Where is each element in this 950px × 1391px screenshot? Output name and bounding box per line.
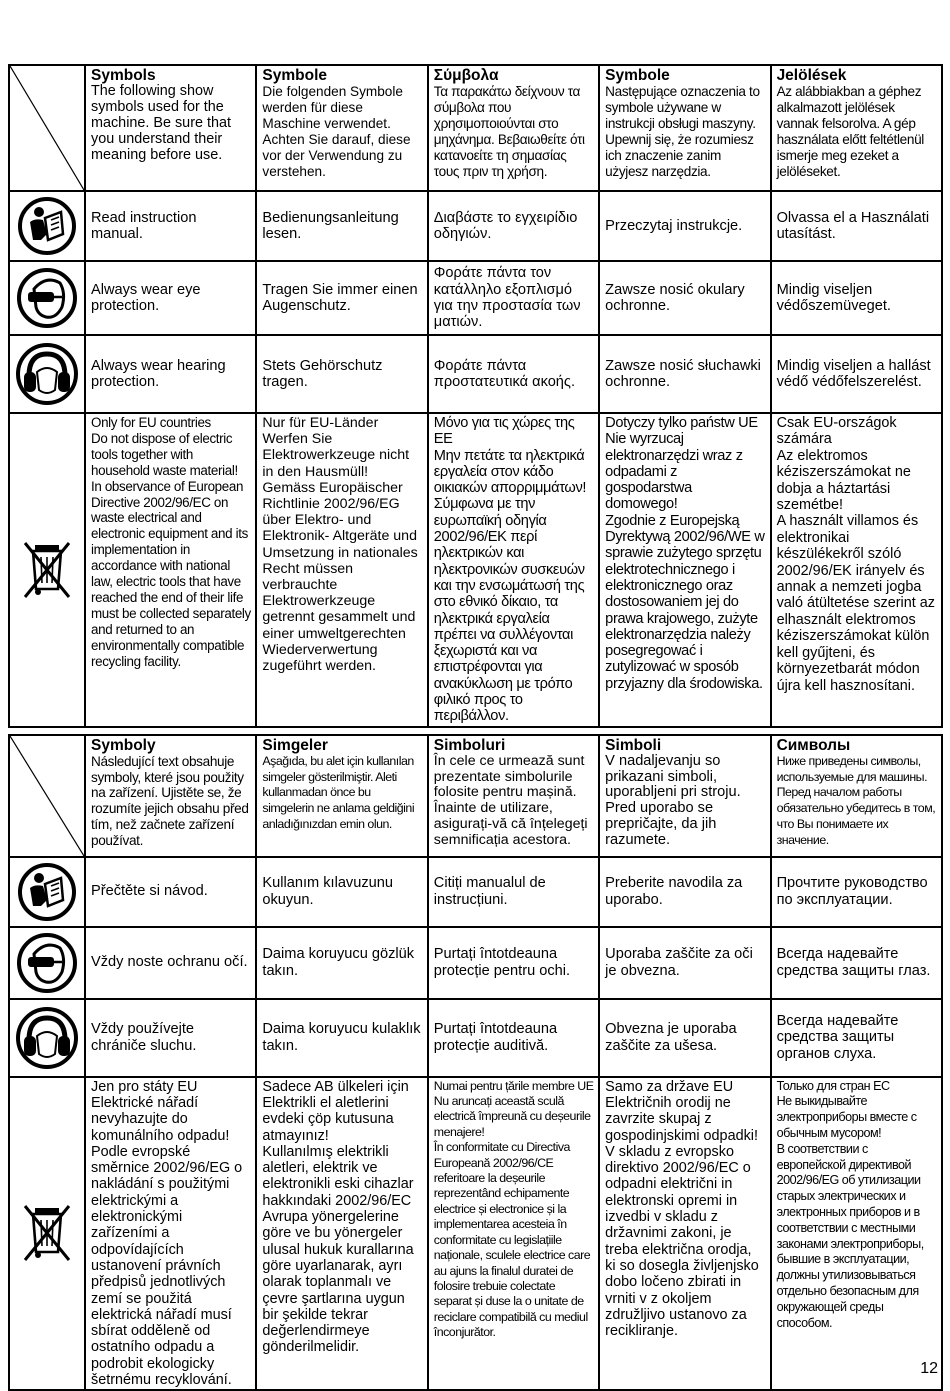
header-sl <box>599 735 770 857</box>
cell-text: Csak EU-országok számára Az elektromos kéziszerszámokat ne dobja a háztartási szemétbe! A használt villamos és elektronikai készülékekről szóló 2002/96/EK irányelv és annak a nemzeti jogba való átültetése szerint az elhasznált elektromos kéziszerszámokat külön kell gyűjteni, és környezetbarát módon újra kell hasznosítani. <box>771 413 942 727</box>
cell-text: Purtați întotdeauna protecție pentru ochi. <box>428 927 599 999</box>
cell-text: Purtați întotdeauna protecție auditivă. <box>428 999 599 1077</box>
eye-icon-cell <box>9 927 85 999</box>
header-text: În cele ce urmează sunt prezentate simbolurile folosite pentru mașină. Înainte de utilizare, asigurați-vă că înțelegeți semnificația acestora. <box>433 752 588 849</box>
cell-text: Sadece AB ülkeleri için Elektrikli el aletlerini evdeki çöp kutusuna atmayınız! Kullanılmış elektrikli aletleri, elektrik ve elektronikli eski cihazlar hakkındaki 2002/96/EC Avrupa yönergelerine göre ve bu yönergeler ulusal hukuk kurallarına göre uyarlanarak, ayrı olarak toplanmalı ve çevre şartlarına uygun bir şekilde tekrar değerlendirmeye gönderilmelidir. <box>256 1077 427 1391</box>
crossed-out-bin-icon <box>21 537 73 603</box>
cell-text: Preberite navodila za uporabo. <box>599 857 770 927</box>
manual-icon-cell <box>9 857 85 927</box>
header-title: Символы <box>776 736 851 754</box>
cell-text: Dotyczy tylko państw UE Nie wyrzucaj elektronarzędzi wraz z odpadami z gospodarstwa domowego! Zgodnie z Europejską Dyrektywą 2002/96/WE w sprawie zużytego sprzętu elektrotechnicznego i elektronicznego oraz dostosowaniem jej do prawa krajowego, zużyte elektronarzędzia należy posegregować i zutylizować w sposób przyjazny dla środowiska. <box>599 413 770 727</box>
manual-icon-cell <box>9 191 85 261</box>
crossed-out-bin-icon <box>21 1200 73 1266</box>
weee-icon-cell <box>9 413 85 727</box>
header-title: Simboluri <box>433 736 506 754</box>
header-text: V nadaljevanju so prikazani simboli, uporabljeni pri stroju. Pred uporabo se prepričajte, da jih razumete. <box>605 752 741 849</box>
header-en <box>85 65 256 191</box>
weee-row <box>9 413 942 727</box>
cell-text: Uporaba zaščite za oči je obvezna. <box>599 927 770 999</box>
header-text: Τα παρακάτω δείχνουν τα σύμβολα που χρησιμοποιούνται στο μηχάνημα. Βεβαιωθείτε ότι κατανοείτε τη σημασίας τους πριν τη χρήση. <box>433 84 585 179</box>
cell-text: Only for EU countries Do not dispose of electric tools together with household waste material! In observance of European Directive 2002/96/EC on waste electrical and electronic equipment and its implementation in accordance with national law, electric tools that have reached the end of their life must be collected separately and returned to an environmentally compatible recycling facility. <box>85 413 256 727</box>
header-ru <box>771 735 942 857</box>
header-title: Jelölések <box>776 67 847 84</box>
header-title: Symboly <box>91 736 156 754</box>
header-row <box>9 735 942 857</box>
cell-text: Read instruction manual. <box>85 191 256 261</box>
cell-text: Nur für EU-Länder Werfen Sie Elektrowerkzeuge nicht in den Hausmüll! Gemäss Europäischer Richtlinie 2002/96/EG über Elektro- und Elektronik- Altgeräte und Umsetzung in nationales Recht müssen verbrauchte Elektrowerkzeuge getrennt gesammelt und einer umweltgerechten Wiederverwertung zugeführt werden. <box>256 413 427 727</box>
header-text: The following show symbols used for the machine. Be sure that you understand their meaning before use. <box>91 83 231 163</box>
cell-text: Always wear eye protection. <box>85 261 256 335</box>
header-tr <box>256 735 427 857</box>
diagonal-cell <box>9 735 85 857</box>
read-manual-icon <box>17 862 77 922</box>
cell-text: Mindig viseljen a hallást védő védőfelszerelést. <box>771 335 942 413</box>
cell-text: Только для стран ЕС Не выкидывайте электроприборы вместе с обычным мусором! В соответствии с европейской директивой 2002/96/EG об утилизации старых электрических и электронных приборов и в соответствии с местными законами электроприборы, бывшие в эксплуатации, должны утилизовываться отдельно безопасным для окружающей среды способом. <box>771 1077 942 1391</box>
cell-text: Всегда надевайте средства защиты органов слуха. <box>771 999 942 1077</box>
cell-text: Bedienungsanleitung lesen. <box>256 191 427 261</box>
cell-text: Φοράτε πάντα τον κατάλληλο εξοπλισμό για την προστασία των ματιών. <box>428 261 599 335</box>
header-title: Symbole <box>262 67 327 84</box>
eye-protection-icon <box>16 932 78 994</box>
cell-text: Olvassa el a Használati utasítást. <box>771 191 942 261</box>
cell-text: Numai pentru țările membre UE Nu aruncați această sculă electrică împreună cu deșeurile menajere! În conformitate cu Directiva Europeană 2002/96/CE referitoare la deșeurile reprezentând echipamente electrice și electronice și la implementarea acesteia în conformitate cu legislațiile naționale, sculele electrice care au ajuns la finalul duratei de folosire trebuie colectate separat și duse la o unitate de reciclare compatibilă cu mediul înconjurător. <box>428 1077 599 1391</box>
cell-text: Przeczytaj instrukcje. <box>599 191 770 261</box>
header-title: Symbole <box>605 67 670 84</box>
header-title: Simgeler <box>262 736 328 754</box>
eye-row <box>9 261 942 335</box>
header-text: Następujące oznaczenia to symbole używane w instrukcji obsługi maszyny. Upewnij się, że rozumiesz ich znaczenie zanim użyjesz narzędzia. <box>605 84 760 179</box>
header-ro <box>428 735 599 857</box>
header-title: Σύμβολα <box>433 67 499 84</box>
cell-text: Mindig viseljen védőszemüveget. <box>771 261 942 335</box>
cell-text: Always wear hearing protection. <box>85 335 256 413</box>
header-hu <box>771 65 942 191</box>
manual-row <box>9 857 942 927</box>
header-pl <box>599 65 770 191</box>
header-text: Die folgenden Symbole werden für diese Maschine verwendet. Achten Sie darauf, diese vor der Verwendung zu verstehen. <box>262 84 411 179</box>
cell-text: Zawsze nosić okulary ochronne. <box>599 261 770 335</box>
cell-text: Daima koruyucu kulaklık takın. <box>256 999 427 1077</box>
eye-row <box>9 927 942 999</box>
cell-text: Vždy používejte chrániče sluchu. <box>85 999 256 1077</box>
header-row <box>9 65 942 191</box>
hearing-protection-icon <box>15 342 79 406</box>
symbols-table-1 <box>8 64 943 728</box>
diagonal-line-icon <box>10 66 84 190</box>
cell-text: Jen pro státy EU Elektrické nářadí nevyhazujte do komunálního odpadu! Podle evropské směrnice 2002/96/EG o nakládání s použitými elektrickými a elektronickými zařízeními a odpovídajících ustanovení právních předpisů jednotlivých zemí se použitá elektrická nářadí musí sbírat odděleně od ostatního odpadu a podrobit ekologicky šetrnému recyklování. <box>85 1077 256 1391</box>
cell-text: Přečtěte si návod. <box>85 857 256 927</box>
header-text: Ниже приведены символы, используемые для машины. Перед началом работы обязательно убедитесь в том, что Вы понимаете их значение. <box>776 753 936 848</box>
cell-text: Всегда надевайте средства защиты глаз. <box>771 927 942 999</box>
cell-text: Tragen Sie immer einen Augenschutz. <box>256 261 427 335</box>
cell-text: Διαβάστε το εγχειρίδιο οδηγιών. <box>428 191 599 261</box>
cell-text: Daima koruyucu gözlük takın. <box>256 927 427 999</box>
diagonal-cell <box>9 65 85 191</box>
header-cs <box>85 735 256 857</box>
symbol-tables <box>8 64 943 1391</box>
cell-text: Stets Gehörschutz tragen. <box>256 335 427 413</box>
page-number: 12 <box>920 1360 938 1377</box>
cell-text: Μόνο για τις χώρες της ΕΕ Μην πετάτε τα ηλεκτρικά εργαλεία στον κάδο οικιακών απορριμμάτων! Σύμφωνα με την ευρωπαϊκή οδηγία 2002/96/ΕΚ περί ηλεκτρικών και ηλεκτρονικών συσκευών και την ενσωμάτωσή της στο εθνικό δίκαιο, τα ηλεκτρικά εργαλεία πρέπει να συλλέγονται ξεχωριστά και να επιστρέφονται για ανακύκλωση με τρόπο φιλικό προς το περιβάλλον. <box>428 413 599 727</box>
hearing-protection-icon <box>15 1006 79 1070</box>
ear-icon-cell <box>9 999 85 1077</box>
header-text: Aşağıda, bu alet için kullanılan simgeler gösterilmiştir. Aleti kullanmadan önce bu simgelerin ne anlama geldiğini anladığınızdan emin olun. <box>262 753 415 832</box>
ear-row <box>9 999 942 1077</box>
weee-row <box>9 1077 942 1391</box>
header-de <box>256 65 427 191</box>
ear-icon-cell <box>9 335 85 413</box>
cell-text: Samo za države EU Električnih orodij ne zavrzite skupaj z gospodinjskimi odpadki! V skladu z evropsko direktivo 2002/96/EC o odpadni električni in elektronski opremi in izvedbi v skladu z državnimi zakoni, je treba električna orodja, ki so dosegla življenjsko dobo ločeno zbirati in vrniti v z okoljem združljivo ustanovo za recikliranje. <box>599 1077 770 1391</box>
symbols-table-2 <box>8 734 943 1391</box>
eye-icon-cell <box>9 261 85 335</box>
cell-text: Kullanım kılavuzunu okuyun. <box>256 857 427 927</box>
diagonal-line-icon <box>10 736 84 856</box>
cell-text: Obvezna je uporaba zaščite za ušesa. <box>599 999 770 1077</box>
header-el <box>428 65 599 191</box>
header-title: Simboli <box>605 736 662 754</box>
header-text: Az alábbiakban a géphez alkalmazott jelölések vannak felsorolva. A gép használata előtt feltétlenül ismerje meg ezeket a jelöléseket. <box>776 84 924 179</box>
manual-row <box>9 191 942 261</box>
eye-protection-icon <box>16 267 78 329</box>
cell-text: Φοράτε πάντα προστατευτικά ακοής. <box>428 335 599 413</box>
weee-icon-cell <box>9 1077 85 1391</box>
cell-text: Прочтите руководство по эксплуатации. <box>771 857 942 927</box>
cell-text: Citiți manualul de instrucțiuni. <box>428 857 599 927</box>
read-manual-icon <box>17 196 77 256</box>
header-text: Následující text obsahuje symboly, které jsou použity na zařízení. Ujistěte se, že rozumíte jejich obsahu před tím, než začnete zařízení používat. <box>91 753 249 849</box>
header-title: Symbols <box>91 67 156 84</box>
cell-text: Zawsze nosić słuchawki ochronne. <box>599 335 770 413</box>
ear-row <box>9 335 942 413</box>
cell-text: Vždy noste ochranu očí. <box>85 927 256 999</box>
